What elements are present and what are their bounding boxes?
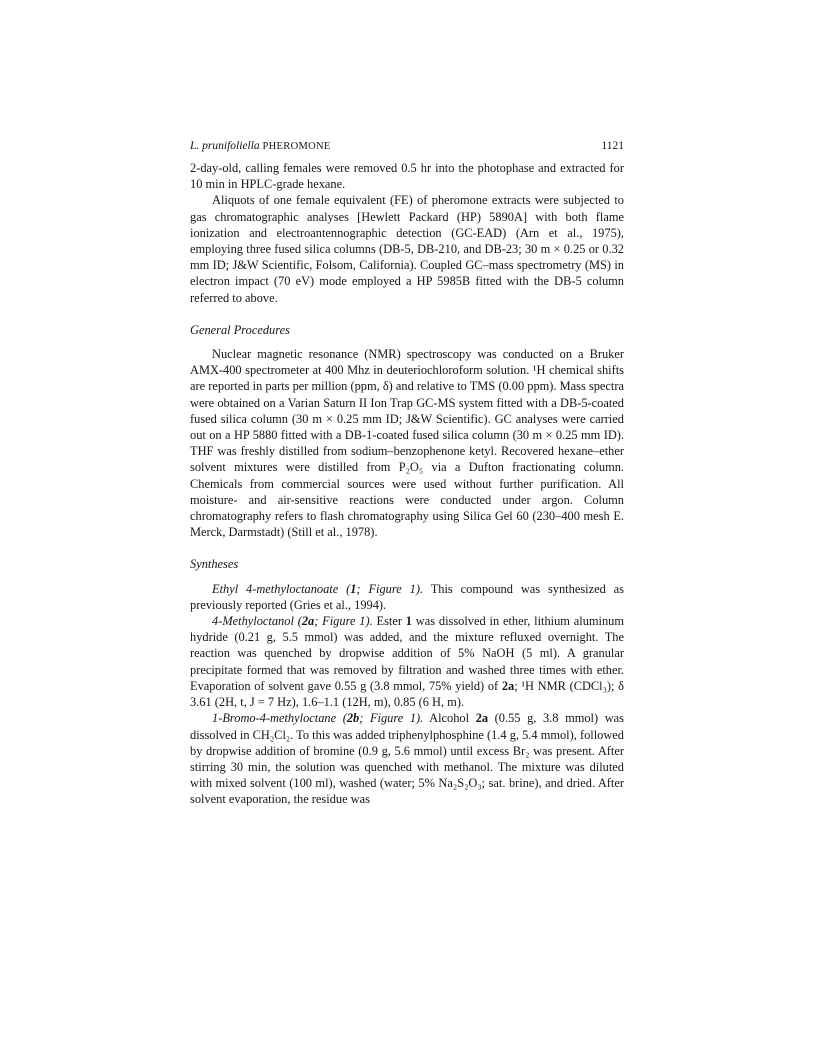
document-page (190, 140, 624, 808)
paragraph-general-procedures: Nuclear magnetic resonance (NMR) spectroscopy was conducted on a Bruker AMX-400 spectrometer at 400 Mhz in deuteriochloroform solution. ¹H chemical shifts are reported in parts per million (ppm, δ) and relative to TMS (0.00 ppm). Mass spectra were obtained on a Varian Saturn II Ion Trap GC-MS system fitted with a DB-5-coated fused silica column (30 m × 0.25 mm ID; J&W Scientific). GC analyses were carried out on a HP 5880 fitted with a DB-1-coated fused silica column (30 m × 0.25 mm ID). THF was freshly distilled from sodium–benzophenone ketyl. Recovered hexane–ether solvent mixtures were distilled from P₂O₅ via a Dufton fractionating column. Chemicals from commercial sources were used without further purification. All moisture- and air-sensitive reactions were conducted under argon. Column chromatography refers to flash chromatography using Silica Gel 60 (230–400 mesh E. Merck, Darmstadt) (Still et al., 1978). (190, 347, 624, 540)
synthesis-title-bromide: 1-Bromo-4-methyloctane (2b; Figure 1). (212, 711, 424, 726)
paragraph-synthesis-bromide: 1-Bromo-4-methyloctane (2b; Figure 1). Alcohol 2a (0.55 g, 3.8 mmol) was dissolved in CH₂Cl₂. To this was added triphenylphosphine (1.4 g, 5.4 mmol), followed by dropwise addition of bromine (0.9 g, 5.6 mmol) until excess Br₂ was present. After stirring 30 min, the solution was quenched with methanol. The mixture was diluted with mixed solvent (100 ml), washed (water; 5% Na₂S₂O₃; sat. brine), and dried. After solvent evaporation, the residue was (190, 711, 624, 807)
section-heading-general-procedures: General Procedures (190, 322, 290, 337)
synthesis-title-alcohol: 4-Methyloctanol (2a; Figure 1). (212, 614, 373, 629)
running-head (190, 140, 624, 160)
section-heading-syntheses: Syntheses (190, 557, 239, 572)
running-head-caps: PHEROMONE (262, 141, 331, 152)
page-number: 1121 (601, 140, 624, 152)
paragraph-gc-analysis: Aliquots of one female equivalent (FE) of pheromone extracts were subjected to gas chromatographic analyses [Hewlett Packard (HP) 5890A] with both flame ionization and electroantennographic detection (GC-EAD) (Arn et al., 1975), employing three fused silica columns (DB-5, DB-210, and DB-23; 30 m × 0.25 or 0.32 mm ID; J&W Scientific, Folsom, California). Coupled GC–mass spectrometry (MS) in electron impact (70 eV) mode employed a HP 5985B fitted with the DB-5 column referred to above. (190, 193, 624, 305)
paragraph-synthesis-alcohol: 4-Methyloctanol (2a; Figure 1). Ester 1 was dissolved in ether, lithium aluminum hydride (0.21 g, 5.5 mmol) was added, and the mixture refluxed overnight. The reaction was quenched by dropwise addition of 5% NaOH (5 ml). A granular precipitate formed that was removed by filtration and washed three times with ether. Evaporation of solvent gave 0.55 g (3.8 mmol, 75% yield) of 2a; ¹H NMR (CDCl₃); δ 3.61 (2H, t, J = 7 Hz), 1.6–1.1 (12H, m), 0.85 (6 H, m). (190, 614, 625, 710)
synthesis-title-ester: Ethyl 4-methyloctanoate (1; Figure 1). (212, 581, 424, 596)
paragraph-continued: 2-day-old, calling females were removed 0.5 hr into the photophase and extracted for 10 min in HPLC-grade hexane. (190, 161, 624, 192)
running-head-species: L. prunifoliella (190, 140, 260, 152)
running-head-title (190, 140, 331, 152)
paragraph-synthesis-ester: Ethyl 4-methyloctanoate (1; Figure 1). This compound was synthesized as previously reported (Gries et al., 1994). (190, 581, 624, 612)
